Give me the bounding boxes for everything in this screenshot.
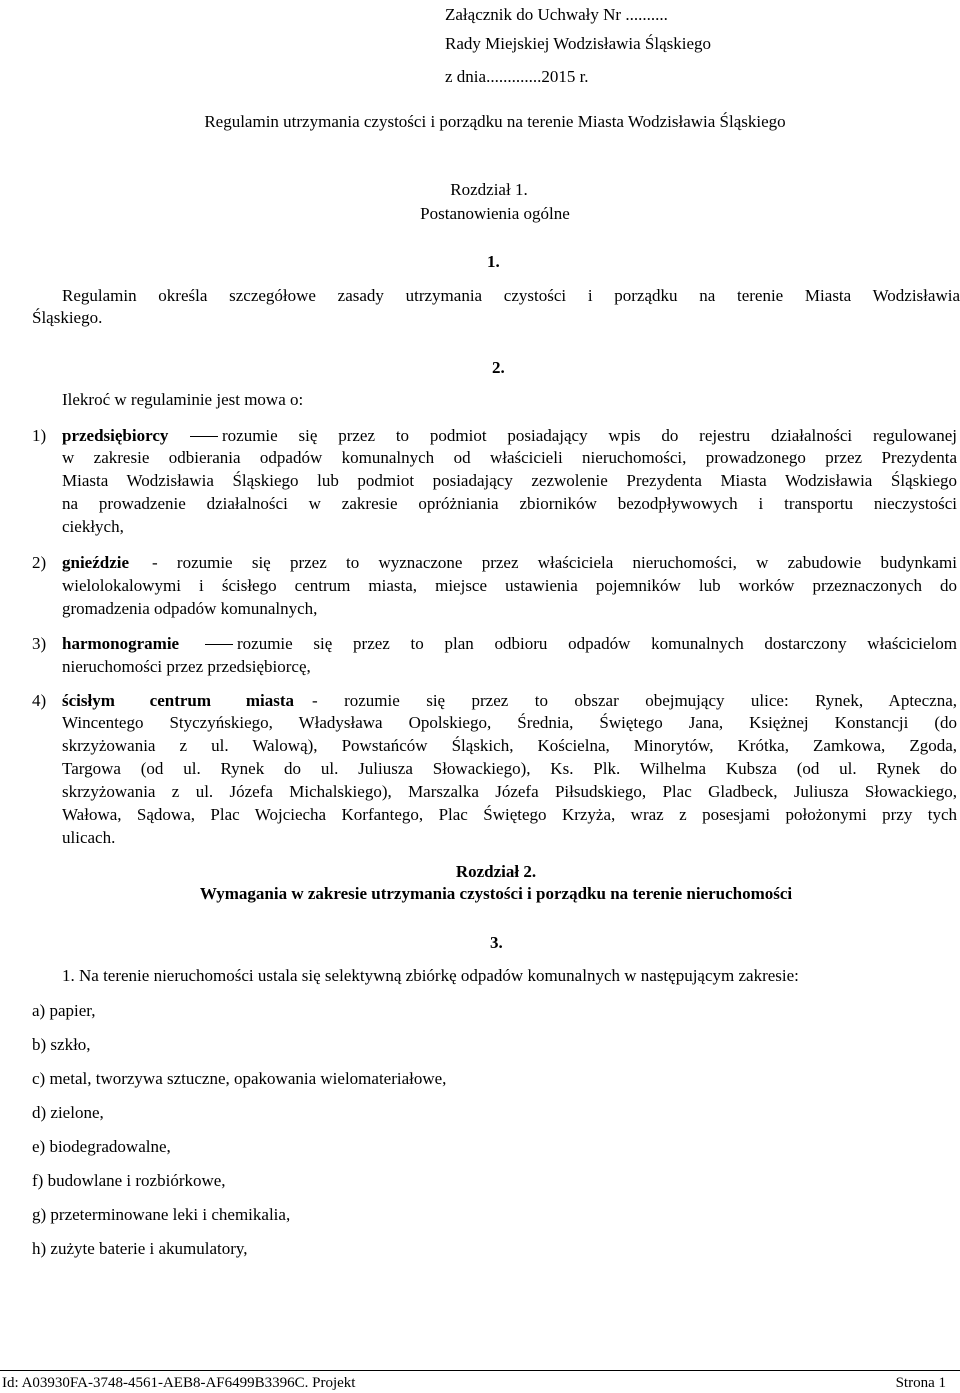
chapter-1-name: Postanowienia ogólne xyxy=(420,204,570,223)
definition-1-dash xyxy=(190,425,220,447)
section-1-line-2: Śląskiego. xyxy=(32,308,103,327)
section-3-paragraph-1: 1. Na terenie nieruchomości ustala się selektywną zbiórkę odpadów komunalnych w następującym zakresie: xyxy=(62,966,799,985)
definition-4-line-7: ulicach. xyxy=(62,828,116,847)
definition-1-line-5: ciekłych, xyxy=(62,517,124,536)
chapter-1-label: Rozdział 1. xyxy=(450,180,528,199)
definition-1-marker: 1) xyxy=(32,426,47,445)
definition-3-marker: 3) xyxy=(32,634,47,653)
chapter-2-name: Wymagania w zakresie utrzymania czystości i porządku na terenie nieruchomości xyxy=(199,884,793,903)
definition-2-line-2: wielolokalowymi i ścisłego centrum miasta, miejsce ustawienia pojemników lub worków przeznaczonych do xyxy=(62,576,957,595)
definition-4-line-6: Wałowa, Sądowa, Plac Wojciecha Korfantego, Plac Świętego Krzyża, wraz z posesjami położonymi przy tych xyxy=(62,805,957,824)
definition-3-line-2: nieruchomości przez przedsiębiorcę, xyxy=(62,657,311,676)
definition-4-line-2: Wincentego Styczyńskiego, Władysława Opolskiego, Średnia, Świętego Jana, Księżnej Konstancji (do xyxy=(62,713,957,732)
definition-4-line-4: Targowa (od ul. Rynek do ul. Juliusza Słowackiego), Ks. Plk. Wilhelma Kubsza (od ul. Rynek do xyxy=(62,759,957,778)
waste-category-item: d) zielone, xyxy=(32,1103,104,1122)
resolution-date: z dnia.............2015 r. xyxy=(445,67,589,86)
definition-3-line-1: rozumie się przez to plan odbioru odpadów komunalnych dostarczony właścicielom xyxy=(237,634,957,653)
definition-3-dash xyxy=(205,633,235,655)
section-1-number: 1. xyxy=(487,252,500,271)
waste-category-item: b) szkło, xyxy=(32,1035,91,1054)
waste-category-item: f) budowlane i rozbiórkowe, xyxy=(32,1171,226,1190)
definition-4-line-3: skrzyżowania z ul. Walową), Powstańców Śląskich, Kościelna, Minorytów, Krótka, Zamkowa, Zgoda, xyxy=(62,736,957,755)
definition-1-line-4: na prowadzenie działalności w zakresie opróżniania zbiorników bezodpływowych i transportu nieczystości xyxy=(62,494,957,513)
definition-1-line-3: Miasta Wodzisławia Śląskiego lub podmiot posiadający zezwolenie Prezydenta Miasta Wodzisławia Śląskiego xyxy=(62,471,957,490)
council-name: Rady Miejskiej Wodzisławia Śląskiego xyxy=(445,34,712,53)
waste-category-item: g) przeterminowane leki i chemikalia, xyxy=(32,1205,291,1224)
chapter-2-label: Rozdział 2. xyxy=(455,862,537,881)
definition-4-marker: 4) xyxy=(32,691,47,710)
attachment-label: Załącznik do Uchwały Nr .......... xyxy=(445,5,668,24)
definition-4-term: ścisłym centrum miasta xyxy=(62,691,294,710)
definition-1-line-2: w zakresie odbierania odpadów komunalnych od właścicieli nieruchomości, prowadzonego przez Prezydenta xyxy=(62,448,957,467)
definition-2-term: gnieździe xyxy=(62,553,130,572)
section-2-intro: Ilekroć w regulaminie jest mowa o: xyxy=(62,390,304,409)
section-1-line-1: Regulamin określa szczegółowe zasady utrzymania czystości i porządku na terenie Miasta Wodzisławia xyxy=(62,286,960,305)
definition-2-line-3: gromadzenia odpadów komunalnych, xyxy=(62,599,318,618)
waste-category-item: a) papier, xyxy=(32,1001,96,1020)
section-2-number: 2. xyxy=(492,358,505,377)
definition-4-line-5: skrzyżowania z ul. Józefa Michalskiego), Marszalka Józefa Piłsudskiego, Plac Gladbeck, Juliusza Słowackiego, xyxy=(62,782,957,801)
definition-1-line-1: rozumie się przez to podmiot posiadający wpis do rejestru działalności regulowanej xyxy=(222,426,957,445)
definition-1-term: przedsiębiorcy xyxy=(62,426,169,445)
waste-category-item: h) zużyte baterie i akumulatory, xyxy=(32,1239,248,1258)
footer-page-number: Strona 1 xyxy=(895,1375,946,1391)
definition-2-marker: 2) xyxy=(32,553,47,572)
section-3-number: 3. xyxy=(490,933,503,952)
definition-2-line-1: - rozumie się przez to wyznaczone przez właściciela nieruchomości, w zabudowie budynkami xyxy=(152,553,957,572)
waste-category-item: e) biodegradowalne, xyxy=(32,1137,171,1156)
waste-category-item: c) metal, tworzywa sztuczne, opakowania wielomateriałowe, xyxy=(32,1069,447,1088)
definition-3-term: harmonogramie xyxy=(62,634,180,653)
footer-rule xyxy=(0,1370,960,1371)
footer-document-id: Id: A03930FA-3748-4561-AEB8-AF6499B3396C. Projekt xyxy=(2,1375,356,1391)
document-title: Regulamin utrzymania czystości i porządku na terenie Miasta Wodzisławia Śląskiego xyxy=(204,112,786,131)
definition-4-line-1: - rozumie się przez to obszar obejmujący ulice: Rynek, Apteczna, xyxy=(312,691,957,710)
